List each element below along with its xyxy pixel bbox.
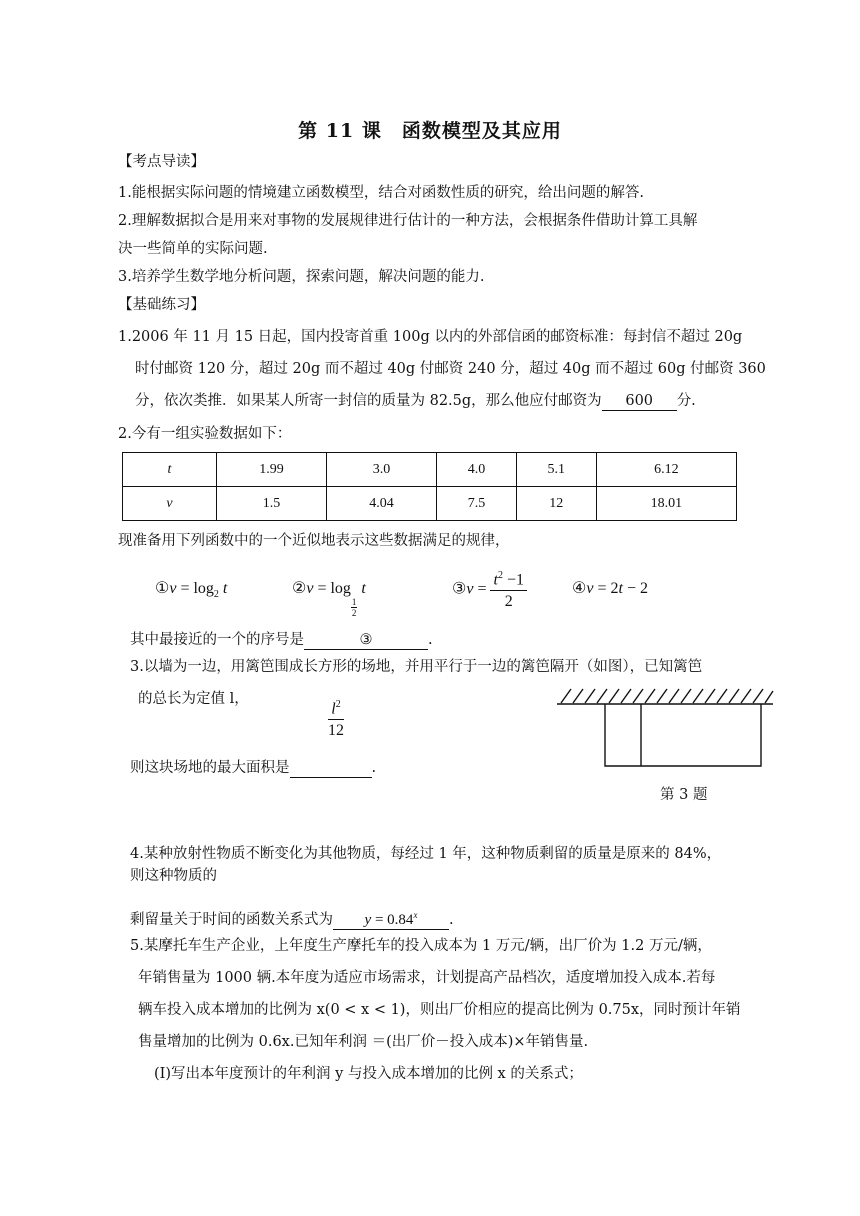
question-5-line-3: 辆车投入成本增加的比例为 x(0 < x < 1)，则出厂价相应的提高比例为 0.75x，同时预计年销: [138, 1002, 741, 1018]
question-3-text: 则这块场地的最大面积是: [130, 760, 290, 776]
table-cell: 4.04: [327, 487, 437, 521]
question-3-tail: .: [371, 760, 377, 776]
table-cell: 18.01: [596, 487, 736, 521]
option-1: ①v = $\log_2 t$: [155, 580, 228, 601]
question-2-line-2: 现准备用下列函数中的一个近似地表示这些数据满足的规律，: [118, 533, 510, 549]
table-cell: 3.0: [327, 453, 437, 487]
answer-blank-2: ③: [304, 631, 428, 650]
question-4-line-2: 则这种物质的: [130, 868, 217, 884]
answer-blank-3: [290, 759, 372, 778]
point-1: 1.能根据实际问题的情境建立函数模型，结合对函数性质的研究，给出问题的解答.: [118, 185, 644, 201]
option-1-mark: ①: [155, 580, 170, 597]
option-3-mark: ③: [452, 580, 467, 598]
data-table: [122, 452, 737, 521]
question-5-line-1: 5.某摩托车生产企业，上年度生产摩托车的投入成本为 1 万元/辆，出厂价为 1.2 万元/辆，: [130, 938, 712, 954]
option-4-mark: ④: [572, 580, 587, 597]
figure-caption: 第 3 题: [660, 787, 708, 803]
question-1-line-3: [135, 391, 696, 411]
answer-blank-4: $y = 0.84^x$: [333, 906, 449, 930]
question-1-line-2: 时付邮资 120 分，超过 20g 而不超过 40g 付邮资 240 分，超过 40g 而不超过 60g 付邮资 360: [135, 361, 766, 377]
wall-hatching: [561, 689, 773, 703]
question-4-text: 剩留量关于时间的函数关系式为: [130, 912, 333, 928]
question-1-tail: 分.: [676, 393, 696, 409]
answer-blank-1: 600: [602, 392, 677, 411]
point-2-line-2: 决一些简单的实际问题.: [118, 241, 268, 257]
table-row: [123, 487, 737, 521]
point-2-line-1: 2.理解数据拟合是用来对事物的发展规律进行估计的一种方法，会根据条件借助计算工具解: [118, 213, 698, 229]
table-cell: v: [123, 487, 217, 521]
question-4-line-1: 4.某种放射性物质不断变化为其他物质，每经过 1 年，这种物质剩留的质量是原来的 84%，: [130, 846, 722, 862]
table-cell: 12: [516, 487, 596, 521]
section-heading-practice: 【基础练习】: [118, 297, 205, 313]
question-3-line-2: 的总长为定值 l，: [138, 691, 249, 707]
point-3: 3.培养学生数学地分析问题，探索问题，解决问题的能力.: [118, 269, 485, 285]
table-cell: 6.12: [596, 453, 736, 487]
question-1-line-1: 1.2006 年 11 月 15 日起，国内投寄首重 100g 以内的外部信函的邮资标准：每封信不超过 20g: [118, 329, 743, 345]
question-3-line-3: [130, 758, 376, 778]
question-1-text: 分，依次类推．如果某人所寄一封信的质量为 82.5g，那么他应付邮资为: [135, 393, 602, 409]
page-title: 第 11 课 函数模型及其应用: [298, 120, 562, 142]
answer-l-squared-over-12: $\frac{l^2}{12}$: [328, 695, 344, 742]
section-heading-key-points: 【考点导读】: [118, 154, 205, 170]
fence-outline: [605, 704, 761, 766]
question-3-line-1: 3.以墙为一边，用篱笆围成长方形的场地，并用平行于一边的篱笆隔开（如图），已知篱笆: [130, 659, 703, 675]
option-3: ③v = $\frac{t^2 -1}{2}$: [452, 566, 527, 613]
option-2-mark: ②: [292, 580, 307, 597]
question-5-part-1: (Ⅰ)写出本年度预计的年利润 y 与投入成本增加的比例 x 的关系式；: [154, 1066, 583, 1082]
question-4-line-3: [130, 906, 454, 930]
question-2-line-3: [130, 630, 433, 650]
table-cell: 7.5: [437, 487, 517, 521]
question-2-tail: .: [428, 632, 433, 648]
table-cell: 1.5: [217, 487, 327, 521]
question-5-line-4: 售量增加的比例为 0.6x.已知年利润 ＝(出厂价－投入成本)×年销售量.: [138, 1034, 589, 1050]
question-4-tail: .: [449, 912, 454, 928]
table-cell: 1.99: [217, 453, 327, 487]
question-5-line-2: 年销售量为 1000 辆.本年度为适应市场需求，计划提高产品档次，适度增加投入成本.若每: [138, 970, 716, 986]
option-2: ②v = log $\frac{1}{2}$ t: [292, 580, 366, 618]
fence-diagram: [555, 686, 775, 772]
table-cell: 4.0: [437, 453, 517, 487]
option-4: ④v = 2t − 2: [572, 580, 648, 597]
table-cell: 5.1: [516, 453, 596, 487]
question-2-line-1: 2.今有一组实验数据如下：: [118, 426, 292, 442]
table-cell: t: [123, 453, 217, 487]
question-2-text: 其中最接近的一个的序号是: [130, 632, 304, 648]
table-row: [123, 453, 737, 487]
